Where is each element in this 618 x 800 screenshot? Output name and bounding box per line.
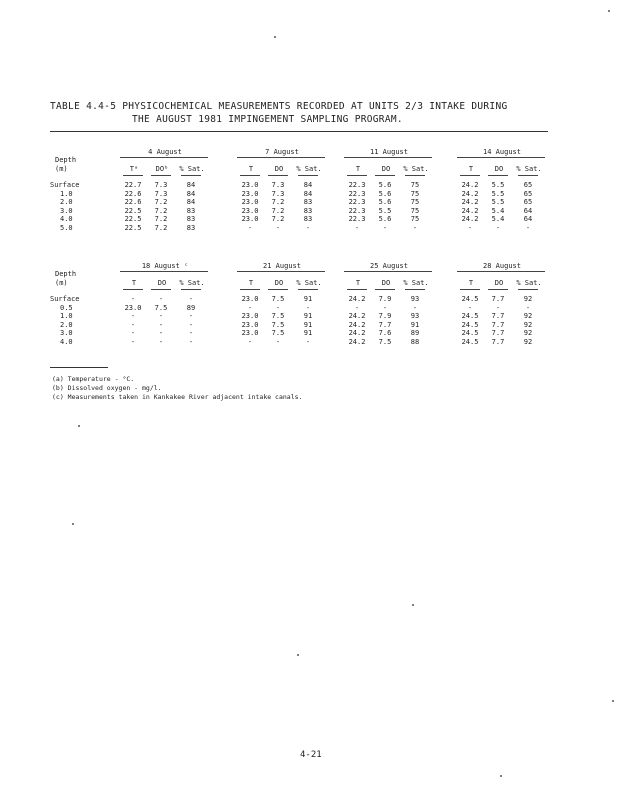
table-cell: - [130,320,136,329]
column-header: DOᵇ [155,165,169,173]
table-cell: 5.6 [378,198,392,206]
table-cell: 7.7 [491,337,505,346]
table-cell: 83 [303,215,313,223]
table-cell: 88 [410,337,420,346]
table-cell: 84 [303,181,313,189]
column-header: % Sat. [516,165,542,173]
table-cell: 24.2 [348,320,366,329]
table-cell: 24.5 [461,337,479,346]
table-cell: 23.0 [124,303,142,312]
table-cell: - [130,295,136,303]
date-group-label: 11 August [370,148,408,156]
table-cell: 64 [523,215,533,223]
table-cell: - [305,337,311,346]
table-cell: 5.6 [378,181,392,189]
table-cell: 24.2 [348,312,366,320]
table-cell: 24.2 [461,181,479,189]
table-cell: 23.0 [241,181,259,189]
footnote-rule [50,367,108,368]
table-cell: 22.3 [348,206,366,215]
table-cell: 23.0 [241,206,259,215]
footnote-c: (c) Measurements taken in Kankakee River adjacent intake canals. [52,393,303,401]
table-cell: 22.3 [348,189,366,198]
column-header-rule [488,289,508,290]
table-cell: - [158,329,164,337]
date-group-rule [237,271,325,272]
table-cell: - [188,337,194,346]
date-group-rule [344,157,432,158]
column-header-rule [460,175,480,176]
table-cell: 83 [186,223,196,232]
column-header: DO [494,165,504,173]
column-header-rule [298,289,318,290]
table-cell: 7.5 [378,337,392,346]
table-cell: 5.6 [378,189,392,198]
column-header-rule [488,175,508,176]
table-cell: 24.2 [461,189,479,198]
table-title-line-1: TABLE 4.4-5 PHYSICOCHEMICAL MEASUREMENTS RECORDED AT UNITS 2/3 INTAKE DURING [50,101,508,112]
row-depth-label: Surface [50,181,80,189]
table-cell: - [467,303,473,312]
scan-speck [297,654,299,656]
table-cell: 7.2 [271,198,285,206]
column-header: T [355,165,361,173]
table-cell: - [305,303,311,312]
table-cell: 92 [523,312,533,320]
column-header: % Sat. [403,165,429,173]
table-cell: 93 [410,295,420,303]
column-header-rule [405,175,425,176]
column-header-rule [347,175,367,176]
table-cell: - [130,329,136,337]
row-depth-label: 2.0 [60,320,73,329]
table-cell: 22.3 [348,215,366,223]
page-number: 4-21 [300,750,322,760]
table-cell: - [130,337,136,346]
column-header: DO [274,279,284,287]
column-header: Tᵃ [129,165,139,173]
table-cell: 93 [410,312,420,320]
table-cell: - [247,337,253,346]
date-group-label: 25 August [370,262,408,270]
column-header: DO [157,279,167,287]
table-cell: 83 [186,215,196,223]
table-cell: 7.7 [491,320,505,329]
table-cell: 5.5 [378,206,392,215]
date-group-rule [457,157,545,158]
scan-speck [612,700,614,702]
table-cell: 24.2 [461,198,479,206]
table-cell: - [158,312,164,320]
table-cell: 7.5 [271,320,285,329]
table-cell: 7.2 [154,198,168,206]
table-cell: 7.2 [154,223,168,232]
table-cell: - [354,303,360,312]
table-cell: 7.3 [271,189,285,198]
depth-unit-header: (m) [55,165,68,173]
date-group-rule [120,271,208,272]
table-cell: - [525,223,531,232]
column-header-rule [347,289,367,290]
table-cell: 83 [303,206,313,215]
column-header: % Sat. [179,165,205,173]
table-cell: 22.3 [348,198,366,206]
column-header-rule [240,175,260,176]
column-header: T [468,279,474,287]
table-cell: - [158,295,164,303]
date-group-label: 4 August [148,148,182,156]
table-cell: 75 [410,215,420,223]
table-title-line-2: THE AUGUST 1981 IMPINGEMENT SAMPLING PROGRAM. [132,114,403,125]
table-cell: - [495,223,501,232]
table-cell: 24.5 [461,329,479,337]
row-depth-label: Surface [50,295,80,303]
table-cell: 22.6 [124,198,142,206]
column-header: DO [381,165,391,173]
column-header-rule [375,175,395,176]
table-cell: 24.2 [461,215,479,223]
table-cell: 91 [303,295,313,303]
row-depth-label: 4.0 [60,215,73,223]
table-cell: 23.0 [241,198,259,206]
table-cell: - [130,312,136,320]
column-header-rule [518,175,538,176]
date-group-label: 7 August [265,148,299,156]
scan-speck [72,523,74,525]
column-header-rule [240,289,260,290]
title-rule [50,131,548,132]
column-header: % Sat. [516,279,542,287]
table-cell: 92 [523,337,533,346]
table-cell: 7.7 [491,329,505,337]
table-cell: 5.5 [491,198,505,206]
column-header-rule [181,289,201,290]
scan-speck [500,775,502,777]
table-cell: - [158,337,164,346]
column-header-rule [151,289,171,290]
column-header-rule [268,289,288,290]
table-cell: 7.5 [154,303,168,312]
column-header-rule [405,289,425,290]
table-cell: 7.5 [271,295,285,303]
table-cell: 7.2 [154,215,168,223]
table-cell: 92 [523,329,533,337]
table-cell: - [275,337,281,346]
date-group-rule [237,157,325,158]
table-cell: - [275,223,281,232]
table-cell: 91 [303,312,313,320]
footnote-a: (a) Temperature - °C. [52,375,135,383]
date-group-label: 21 August [263,262,301,270]
table-cell: - [467,223,473,232]
table-cell: 89 [410,329,420,337]
table-cell: - [247,303,253,312]
column-header-rule [123,175,143,176]
table-cell: 7.2 [271,215,285,223]
column-header-rule [460,289,480,290]
date-group-rule [120,157,208,158]
table-cell: 5.4 [491,215,505,223]
table-cell: 92 [523,320,533,329]
table-cell: 91 [410,320,420,329]
table-cell: - [247,223,253,232]
table-cell: 5.5 [491,181,505,189]
table-cell: 5.6 [378,215,392,223]
column-header: % Sat. [403,279,429,287]
table-cell: 22.7 [124,181,142,189]
table-cell: 22.5 [124,215,142,223]
column-header: T [355,279,361,287]
table-cell: 89 [186,303,196,312]
table-cell: 84 [186,189,196,198]
column-header: DO [494,279,504,287]
table-cell: 75 [410,189,420,198]
footnote-b: (b) Dissolved oxygen - mg/l. [52,384,162,392]
table-cell: 22.5 [124,206,142,215]
table-cell: 92 [523,295,533,303]
column-header-rule [375,289,395,290]
column-header-rule [298,175,318,176]
table-cell: - [188,312,194,320]
depth-header: Depth [55,270,77,278]
column-header: T [248,279,254,287]
column-header: DO [274,165,284,173]
table-cell: 83 [303,198,313,206]
table-cell: 7.9 [378,312,392,320]
table-cell: 65 [523,181,533,189]
table-cell: 75 [410,206,420,215]
table-cell: 7.3 [154,189,168,198]
table-cell: 84 [303,189,313,198]
date-group-rule [344,271,432,272]
table-cell: 7.3 [271,181,285,189]
table-cell: 24.5 [461,320,479,329]
table-cell: 65 [523,198,533,206]
table-cell: - [305,223,311,232]
column-header-rule [268,175,288,176]
table-cell: - [412,223,418,232]
table-cell: - [354,223,360,232]
table-cell: - [382,303,388,312]
column-header: DO [381,279,391,287]
column-header: % Sat. [296,165,322,173]
date-group-label: 28 August [483,262,521,270]
scan-speck [274,36,276,38]
table-cell: - [412,303,418,312]
table-cell: 23.0 [241,189,259,198]
date-group-label: 14 August [483,148,521,156]
table-cell: - [275,303,281,312]
table-cell: 24.2 [461,206,479,215]
table-cell: - [188,320,194,329]
table-cell: 23.0 [241,312,259,320]
table-cell: 7.6 [378,329,392,337]
table-cell: 22.3 [348,181,366,189]
column-header: T [468,165,474,173]
table-cell: 7.7 [378,320,392,329]
table-cell: 22.6 [124,189,142,198]
depth-header: Depth [55,156,77,164]
table-cell: 22.5 [124,223,142,232]
table-cell: 24.5 [461,312,479,320]
column-header-rule [123,289,143,290]
row-depth-label: 4.0 [60,337,73,346]
table-cell: 7.2 [154,206,168,215]
table-cell: 7.9 [378,295,392,303]
table-cell: 5.5 [491,189,505,198]
table-cell: 5.4 [491,206,505,215]
row-depth-label: 3.0 [60,206,73,215]
table-cell: 7.2 [271,206,285,215]
table-cell: 91 [303,329,313,337]
table-cell: 7.7 [491,295,505,303]
table-cell: 91 [303,320,313,329]
column-header-rule [518,289,538,290]
table-cell: 24.2 [348,337,366,346]
date-group-rule [457,271,545,272]
table-cell: 7.7 [491,312,505,320]
row-depth-label: 1.0 [60,189,73,198]
table-cell: 23.0 [241,215,259,223]
row-depth-label: 3.0 [60,329,73,337]
table-cell: 84 [186,181,196,189]
table-cell: 24.5 [461,295,479,303]
column-header: T [131,279,137,287]
table-cell: 64 [523,206,533,215]
table-cell: 24.2 [348,329,366,337]
table-cell: - [525,303,531,312]
scan-speck [412,604,414,606]
table-cell: - [188,295,194,303]
column-header: % Sat. [179,279,205,287]
row-depth-label: 1.0 [60,312,73,320]
table-cell: 65 [523,189,533,198]
table-cell: 84 [186,198,196,206]
column-header: T [248,165,254,173]
column-header-rule [151,175,171,176]
row-depth-label: 5.0 [60,223,73,232]
table-cell: 23.0 [241,295,259,303]
scan-speck [78,425,80,427]
table-cell: 75 [410,198,420,206]
table-cell: - [495,303,501,312]
depth-unit-header: (m) [55,279,68,287]
scan-speck [608,10,610,12]
column-header-rule [181,175,201,176]
table-cell: 24.2 [348,295,366,303]
table-cell: 23.0 [241,329,259,337]
row-depth-label: 0.5 [60,303,73,312]
table-cell: 23.0 [241,320,259,329]
table-cell: - [158,320,164,329]
table-cell: 83 [186,206,196,215]
table-cell: 7.5 [271,329,285,337]
table-cell: 75 [410,181,420,189]
row-depth-label: 2.0 [60,198,73,206]
table-cell: 7.5 [271,312,285,320]
table-cell: 7.3 [154,181,168,189]
table-cell: - [188,329,194,337]
date-group-label: 18 August ᶜ [141,262,189,270]
table-cell: - [382,223,388,232]
column-header: % Sat. [296,279,322,287]
